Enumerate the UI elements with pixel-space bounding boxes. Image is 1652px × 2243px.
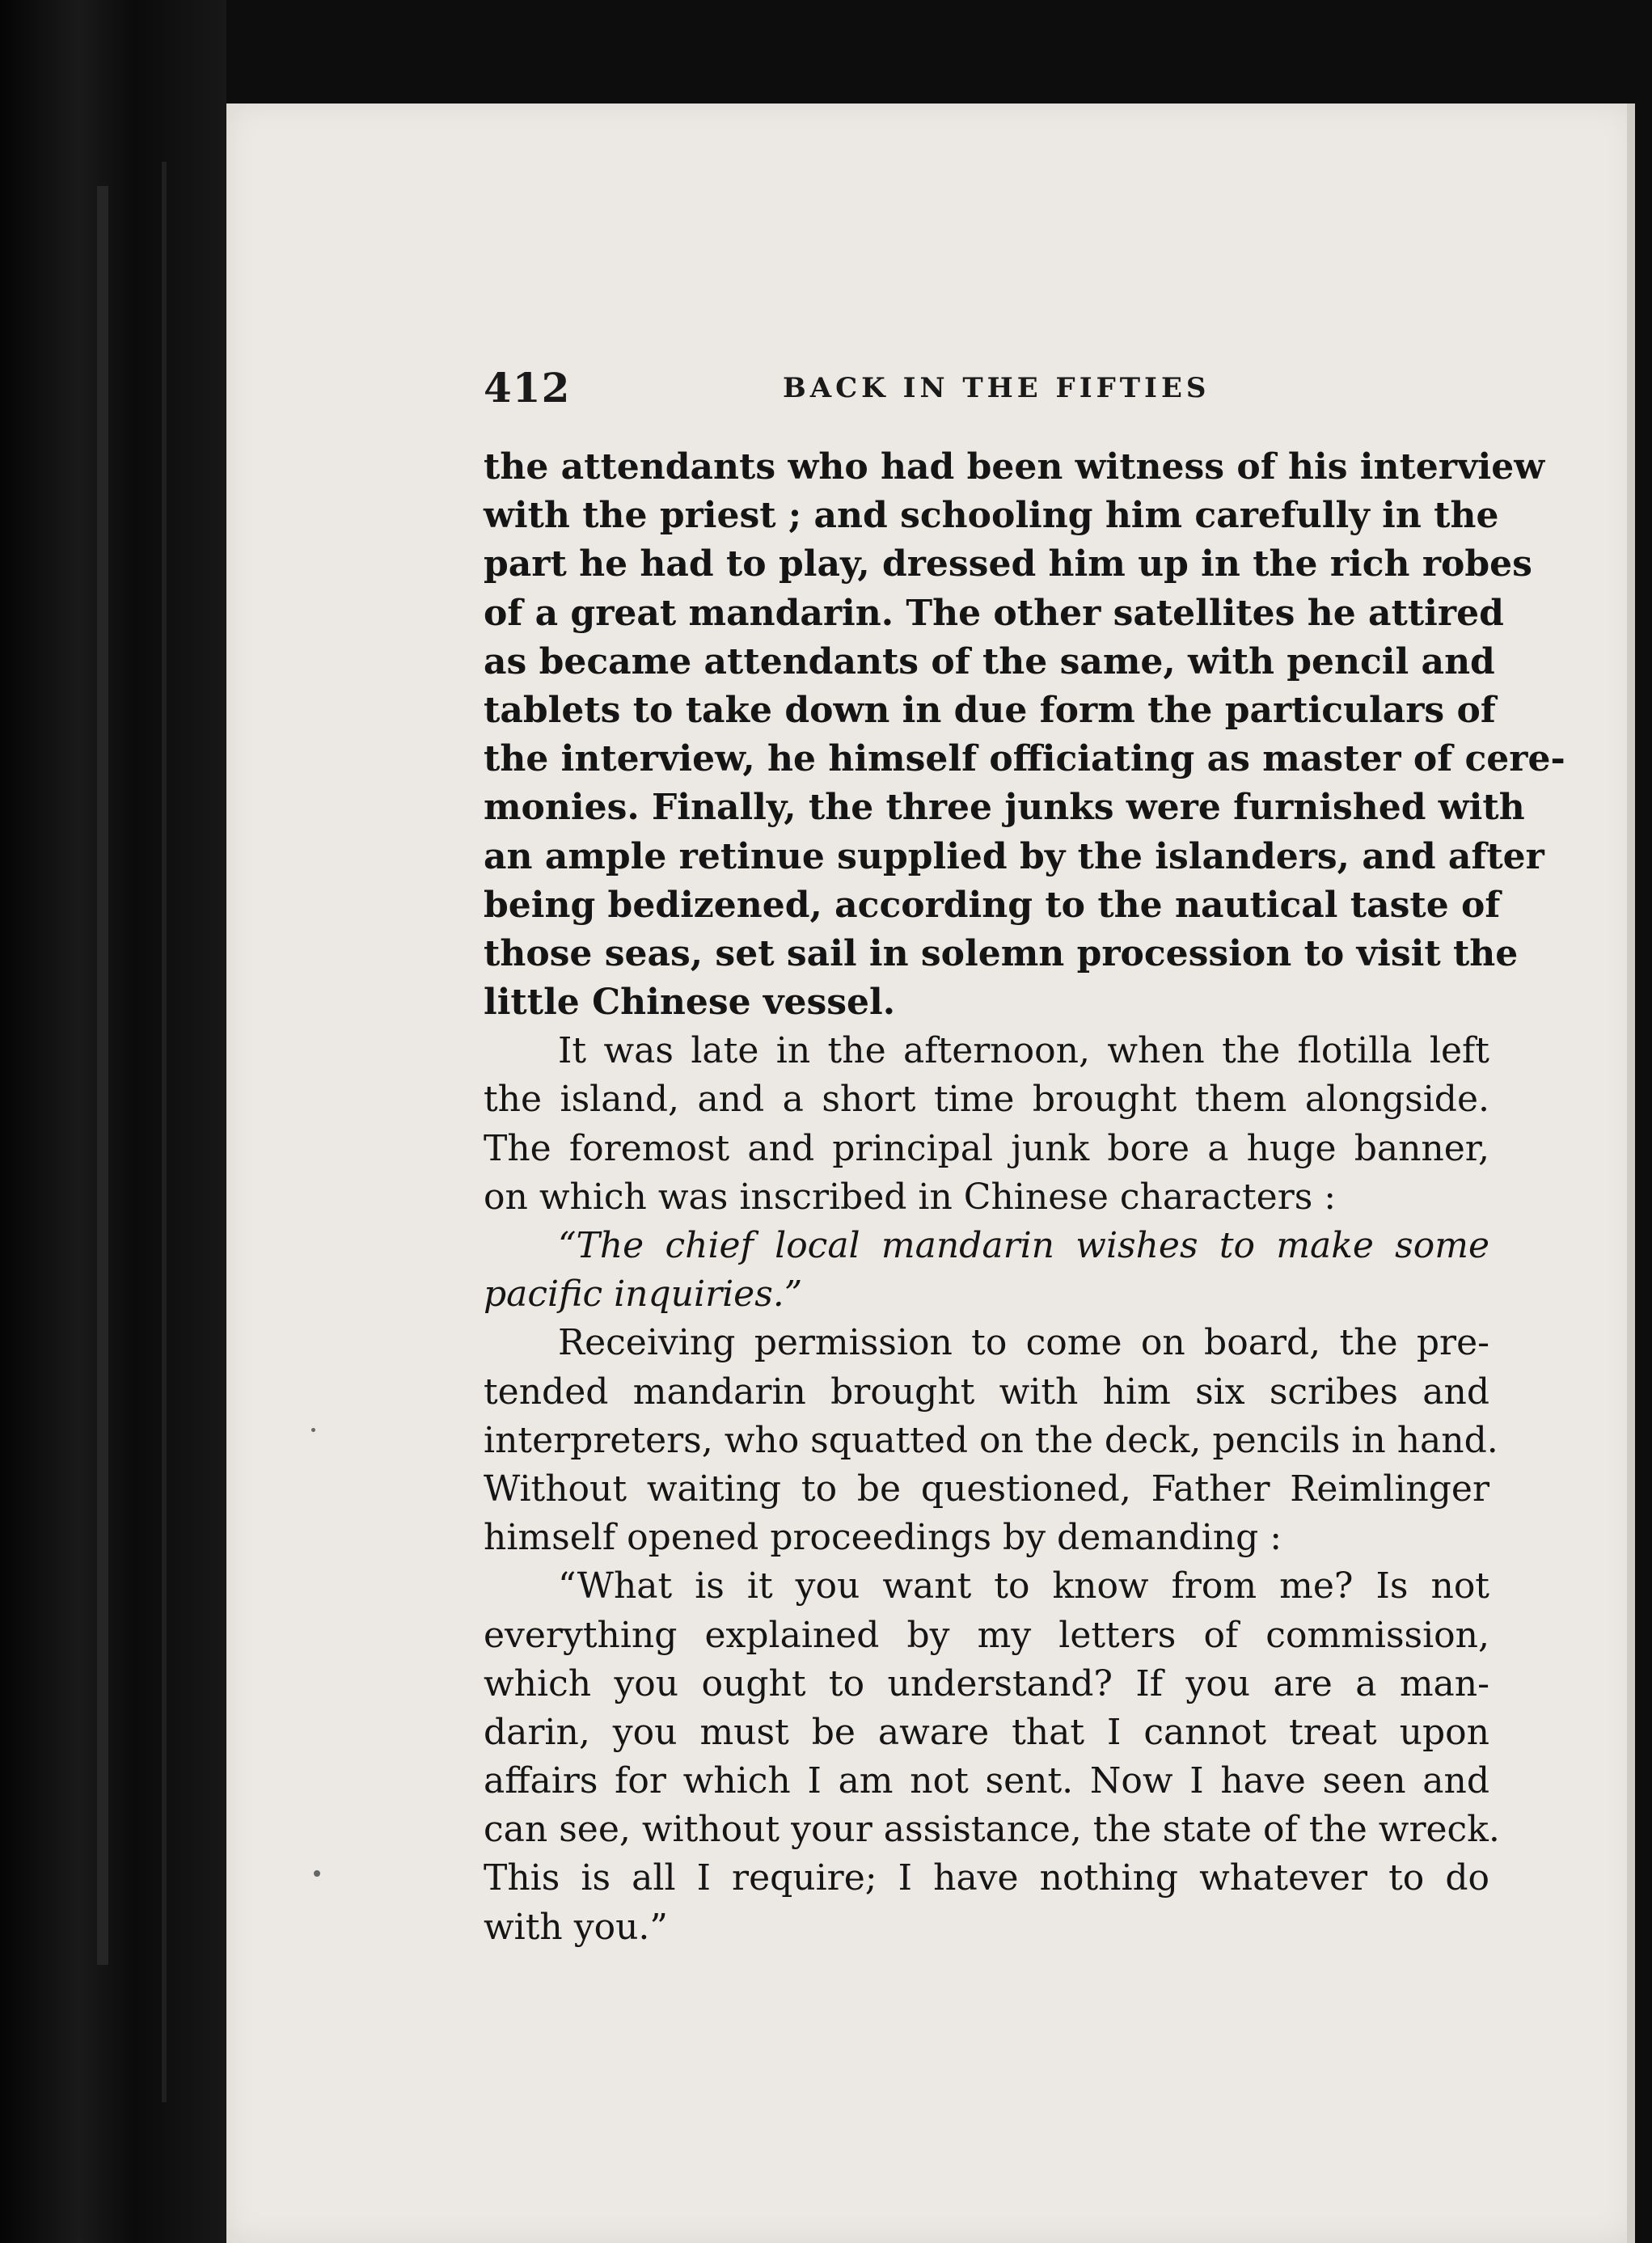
text-line: those seas, set sail in solemn procession to visit the (484, 932, 1519, 974)
text-line: The foremost and principal junk bore a huge banner, (484, 1127, 1489, 1169)
text-line: which you ought to understand? If you are a man- (484, 1662, 1489, 1704)
scan-speck (314, 1870, 320, 1877)
text-line: with the priest ; and schooling him carefully in the (484, 495, 1499, 537)
page-number: 412 (484, 364, 571, 412)
text-line: with you.” (484, 1906, 668, 1948)
text-line: darin, you must be aware that I cannot treat upon (484, 1711, 1489, 1753)
text-line: This is all I require; I have nothing whatever to do (484, 1857, 1489, 1899)
text-line: on which was inscribed in Chinese characters : (484, 1176, 1337, 1218)
text-line: tended mandarin brought with him six scribes and (484, 1371, 1489, 1413)
text-line: Receiving permission to come on board, the pre- (558, 1322, 1489, 1364)
edge-streak (97, 186, 108, 1965)
text-line: can see, without your assistance, the state of the wreck. (484, 1809, 1500, 1851)
paragraph (484, 1319, 1498, 1562)
paragraph (484, 1562, 1500, 1952)
text-line: It was late in the afternoon, when the flotilla left (558, 1030, 1489, 1072)
book-edge-shadow (0, 0, 226, 2243)
text-line: pacific inquiries.” (484, 1274, 803, 1316)
text-line: Without waiting to be questioned, Father Reimlinger (484, 1468, 1489, 1510)
paragraph (484, 1027, 1489, 1222)
edge-streak (162, 162, 167, 2102)
text-line: little Chinese vessel. (484, 982, 896, 1024)
text-line: everything explained by my letters of commission, (484, 1614, 1489, 1656)
paragraph (484, 1222, 1489, 1319)
text-line: an ample retinue supplied by the islanders, and after (484, 835, 1544, 877)
text-line: affairs for which I am not sent. Now I have seen and (484, 1760, 1489, 1802)
text-line: himself opened proceedings by demanding : (484, 1517, 1282, 1559)
page-edge (1627, 103, 1635, 2243)
body-text (484, 443, 1565, 1952)
text-line: the interview, he himself officiating as master of cere- (484, 738, 1565, 780)
text-line: as became attendants of the same, with pencil and (484, 640, 1495, 682)
running-head: BACK IN THE FIFTIES (783, 372, 1210, 404)
page-header (484, 364, 1376, 420)
text-line: being bedizened, according to the nautical taste of (484, 884, 1501, 926)
text-line: “The chief local mandarin wishes to make some (558, 1225, 1489, 1266)
text-line: of a great mandarin. The other satellites he attired (484, 592, 1504, 634)
text-line: the island, and a short time brought them alongside. (484, 1079, 1489, 1121)
paragraph (484, 443, 1565, 1027)
scan-speck (311, 1428, 315, 1432)
text-line: monies. Finally, the three junks were furnished with (484, 787, 1525, 829)
text-line: “What is it you want to know from me? Is not (558, 1565, 1489, 1607)
text-line: interpreters, who squatted on the deck, pencils in hand. (484, 1419, 1498, 1461)
text-line: the attendants who had been witness of his interview (484, 446, 1545, 488)
text-line: part he had to play, dressed him up in the rich robes (484, 543, 1532, 585)
text-line: tablets to take down in due form the particulars of (484, 689, 1496, 731)
book-page (226, 103, 1635, 2243)
